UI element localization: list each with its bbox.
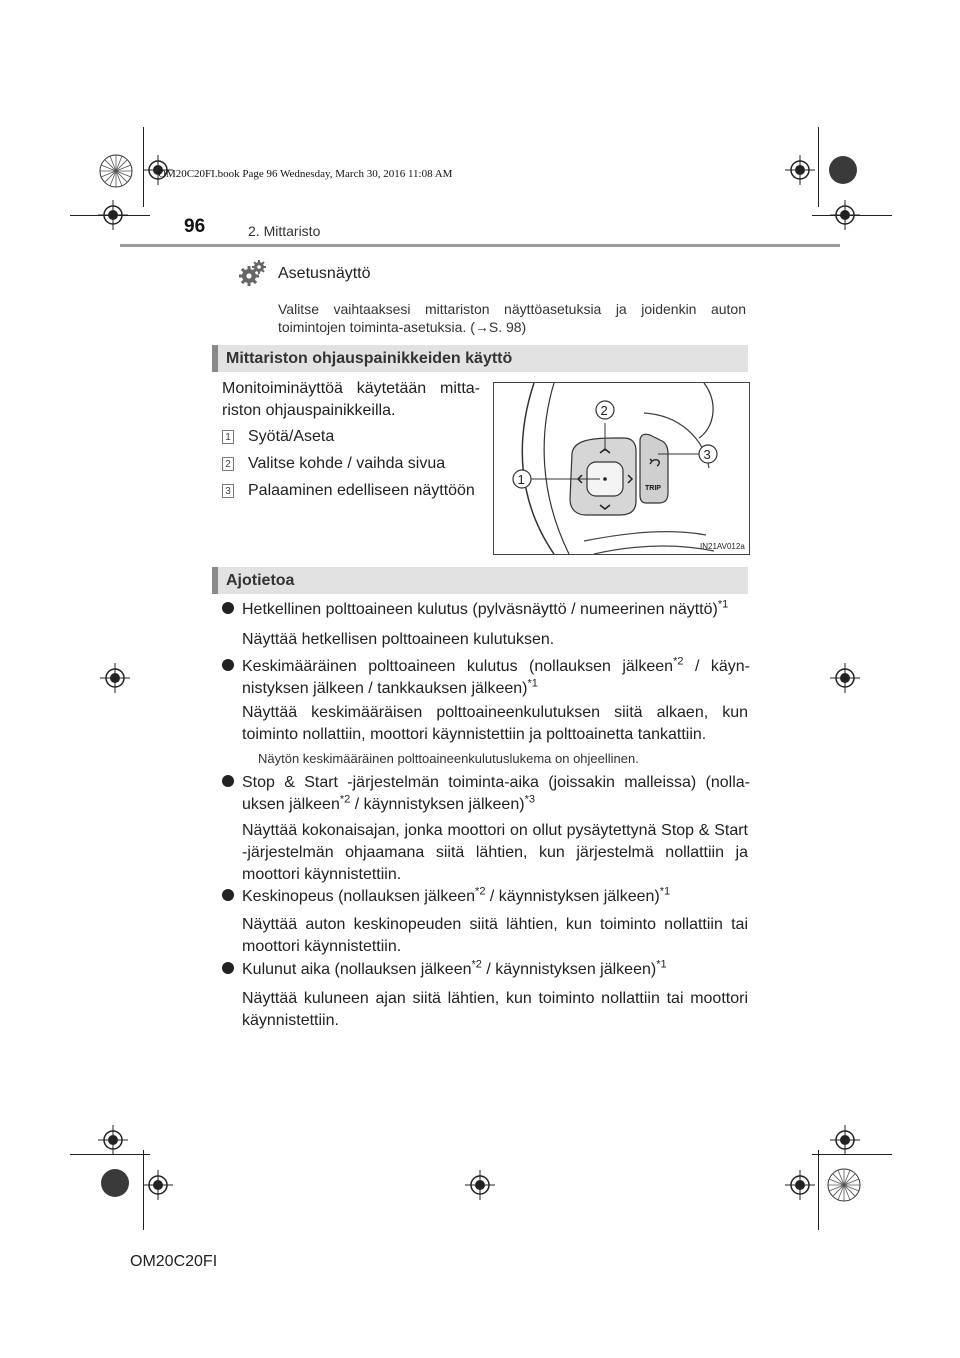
footnote-ref: *2 xyxy=(475,885,486,898)
list-item xyxy=(222,481,475,501)
drive-info-heading: Ajotietoa xyxy=(212,567,748,594)
steering-wheel-illustration xyxy=(494,383,749,554)
header-rule xyxy=(120,244,840,247)
registration-target-icon xyxy=(98,153,134,189)
callout-1: 1 xyxy=(517,472,525,487)
item-title-cont: / käynnistyksen jälkeen) xyxy=(350,796,525,813)
crop-mark xyxy=(818,1150,819,1230)
steering-wheel-figure xyxy=(493,382,750,555)
settings-text: Valitse vaihtaaksesi mittariston näyttöasetuksia ja joidenkin auton toimintojen toiminta-asetuksia. (→S. 98) xyxy=(278,301,746,335)
item-title: Stop & Start -järjestelmän toiminta-aika (joissakin malleissa) (nolla-uksen jälkeen xyxy=(242,774,750,813)
item-title: Hetkellinen polttoaineen kulutus (pylväsnäyttö / numeerinen näyttö) xyxy=(242,601,718,618)
item-number: 2 xyxy=(222,457,234,471)
section-title: 2. Mittaristo xyxy=(248,223,321,239)
registration-target-icon xyxy=(826,1167,862,1203)
controls-heading: Mittariston ohjauspainikkeiden käyttö xyxy=(212,345,748,372)
figure-code: IN21AV012a xyxy=(700,542,745,551)
item-title: Keskimääräinen polttoaineen kulutus (nollauksen jälkeen xyxy=(242,658,674,675)
item-number: 3 xyxy=(222,484,234,498)
registration-target-icon xyxy=(785,1170,815,1200)
item-label: Palaaminen edelliseen näyttöön xyxy=(248,482,475,499)
registration-target-icon xyxy=(100,663,130,693)
footnote-ref: *2 xyxy=(339,793,351,806)
list-item xyxy=(222,959,750,981)
item-number: 1 xyxy=(222,430,234,444)
list-item xyxy=(222,599,750,621)
list-item xyxy=(222,772,750,816)
bullet-icon xyxy=(222,962,234,974)
registration-target-icon xyxy=(98,200,128,230)
item-description: Näyttää kuluneen ajan siitä lähtien, kun toiminto nollattiin tai moottori käynnistettiin. xyxy=(242,990,748,1029)
registration-target-icon xyxy=(830,200,860,230)
registration-target-icon xyxy=(830,663,860,693)
item-note: Näytön keskimääräinen polttoaineenkulutuslukema on ohjeellinen. xyxy=(258,751,639,766)
footnote-ref: *2 xyxy=(673,655,684,668)
item-description: Näyttää keskimääräisen polttoaineenkulutuksen siitä alkaen, kun toiminto nollattiin, moottori käynnistettiin ja polttoainetta tankattiin. xyxy=(242,704,748,743)
settings-title: Asetusnäyttö xyxy=(278,265,371,282)
controls-intro: Monitoiminäyttöä käytetään mitta-riston ohjauspainikkeilla. xyxy=(222,380,480,419)
bullet-icon xyxy=(222,659,234,671)
item-description: Näyttää auton keskinopeuden siitä lähtien, kun toiminto nollattiin tai moottori käynnistettiin. xyxy=(242,916,748,955)
page-number: 96 xyxy=(184,216,206,237)
callout-2: 2 xyxy=(600,403,608,418)
book-stamp: OM20C20FI.book Page 96 Wednesday, March 30, 2016 11:08 AM xyxy=(158,168,453,180)
item-description: Näyttää hetkellisen polttoaineen kulutuksen. xyxy=(242,631,555,648)
footer-code: OM20C20FI xyxy=(130,1253,218,1270)
list-item xyxy=(222,886,750,908)
footnote-ref: *3 xyxy=(524,793,535,806)
registration-target-icon xyxy=(98,1125,128,1155)
item-label: Valitse kohde / vaihda sivua xyxy=(248,455,446,472)
item-label: Syötä/Aseta xyxy=(248,428,335,445)
registration-target-icon xyxy=(828,155,858,185)
list-item xyxy=(222,454,445,474)
footnote-ref: *1 xyxy=(659,885,671,898)
bullet-icon xyxy=(222,602,234,614)
crop-mark xyxy=(818,127,819,207)
registration-target-icon xyxy=(785,155,815,185)
footnote-ref: *2 xyxy=(471,958,482,971)
item-title: Keskinopeus (nollauksen jälkeen xyxy=(242,888,476,905)
item-title-cont: / käynnistyksen jälkeen) xyxy=(485,888,660,905)
footnote-ref: *1 xyxy=(656,958,667,971)
list-item xyxy=(222,656,750,700)
item-title-cont: / käyn-nistyksen jälkeen / tankkauksen jälkeen) xyxy=(242,658,750,697)
registration-target-icon xyxy=(465,1170,495,1200)
bullet-icon xyxy=(222,775,234,787)
gear-icon xyxy=(238,258,268,288)
item-description: Näyttää kokonaisajan, jonka moottori on ollut pysäytettynä Stop & Start -järjestelmän ohjaamana siitä lähtien, kun järjestelmä nollattiin ja moottori käynnistettiin. xyxy=(242,822,748,883)
item-title-cont: / käynnistyksen jälkeen) xyxy=(481,961,657,978)
footnote-ref: *1 xyxy=(717,598,729,611)
item-title: Kulunut aika (nollauksen jälkeen xyxy=(242,961,472,978)
callout-3: 3 xyxy=(703,447,711,462)
bullet-icon xyxy=(222,889,234,901)
registration-target-icon xyxy=(100,1168,130,1198)
trip-label: TRIP xyxy=(645,485,661,492)
registration-target-icon xyxy=(830,1125,860,1155)
footnote-ref: *1 xyxy=(527,677,538,690)
list-item xyxy=(222,427,334,447)
registration-target-icon xyxy=(143,1170,173,1200)
